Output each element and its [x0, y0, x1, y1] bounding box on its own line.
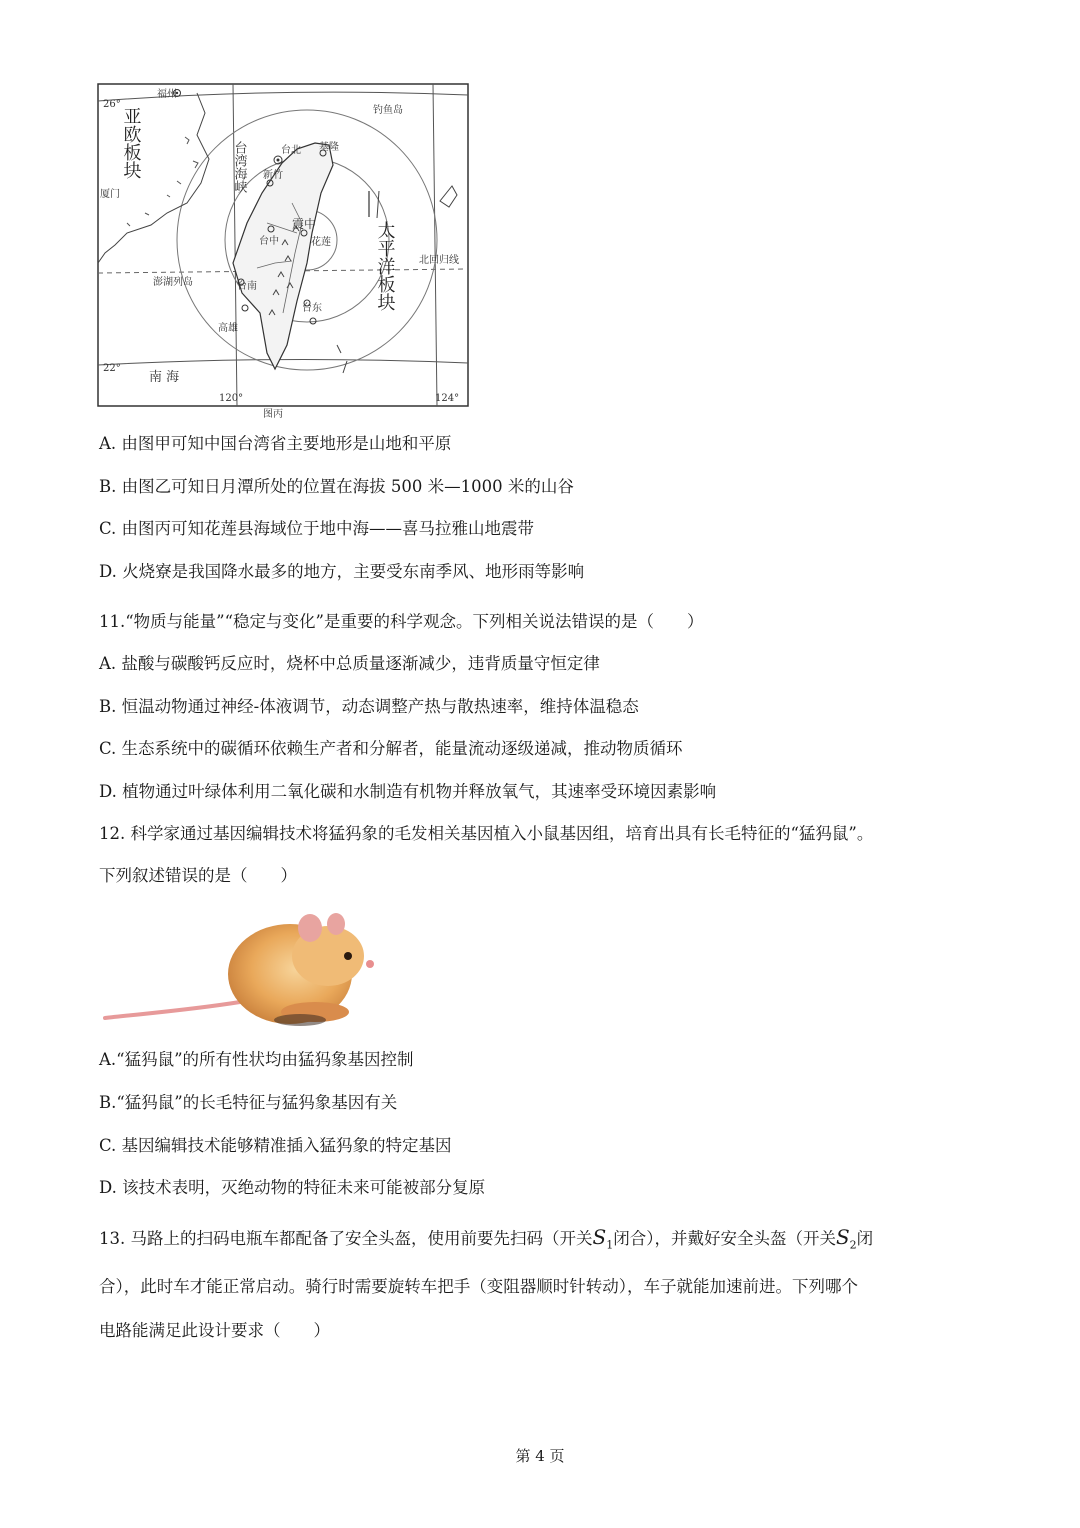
eurasian-plate-label: 亚欧板块: [120, 107, 142, 179]
q13-line1-part2: 闭合），并戴好安全头盔（开关: [613, 1229, 836, 1248]
q12-option-a: A.“猛犸鼠”的所有性状均由猛犸象基因控制: [99, 1050, 414, 1069]
map-label-taidong: 台东: [302, 303, 322, 314]
q10-option-c: C. 由图丙可知花莲县海域位于地中海——喜马拉雅山地震带: [99, 519, 535, 538]
longitude-left-label: 120°: [219, 393, 244, 404]
q10-option-a: A. 由图甲可知中国台湾省主要地形是山地和平原: [99, 434, 452, 453]
map-label-diaoyu: 钓鱼岛: [373, 105, 403, 116]
map-label-taibei: 台北: [281, 145, 301, 156]
map-label-tainan: 台南: [237, 281, 257, 292]
q13-line3: 电路能满足此设计要求（ ）: [99, 1321, 330, 1340]
strait-label: 台湾海峡: [231, 141, 247, 193]
q12-option-c: C. 基因编辑技术能够精准插入猛犸象的特定基因: [99, 1136, 452, 1155]
map-label-epicenter: 震中: [292, 217, 317, 231]
q12-stem-line1: 12. 科学家通过基因编辑技术将猛犸象的毛发相关基因植入小鼠基因组，培育出具有长毛特征的“猛犸鼠”。: [99, 824, 874, 843]
switch-s2-subscript: 2: [849, 1238, 857, 1252]
q11-option-a: A. 盐酸与碳酸钙反应时，烧杯中总质量逐渐减少，违背质量守恒定律: [99, 654, 600, 673]
q11-stem: 11.“物质与能量”“稳定与变化”是重要的科学观念。下列相关说法错误的是（ ）: [99, 612, 704, 631]
q13-line1-part3: 闭: [856, 1229, 874, 1248]
q11-option-d: D. 植物通过叶绿体利用二氧化碳和水制造有机物并释放氧气，其速率受环境因素影响: [99, 782, 717, 801]
map-label-gaoxiong: 高雄: [218, 323, 238, 334]
mammoth-mouse-image: [100, 898, 384, 1034]
map-label-xinzhu: 新竹: [263, 170, 283, 181]
q12-option-d: D. 该技术表明，灭绝动物的特征未来可能被部分复原: [99, 1178, 486, 1197]
map-label-taizhong: 台中: [259, 236, 279, 247]
switch-s1-subscript: 1: [606, 1238, 614, 1252]
map-label-jilong: 基隆: [319, 142, 339, 153]
q11-option-c: C. 生态系统中的碳循环依赖生产者和分解者，能量流动逐级递减，推动物质循环: [99, 739, 683, 758]
page-number: 第 4 页: [515, 1447, 565, 1465]
longitude-right-label: 124°: [435, 393, 460, 404]
q13-line1: [99, 1225, 873, 1257]
q10-option-d: D. 火烧寮是我国降水最多的地方，主要受东南季风、地形雨等影响: [99, 562, 585, 581]
q12-stem-line2: 下列叙述错误的是（ ）: [99, 866, 297, 885]
taiwan-plate-map: [97, 83, 469, 420]
south-sea-label: 南 海: [149, 370, 180, 385]
map-label-fuzhou: 福州: [157, 89, 177, 100]
map-label-hualian: 花莲: [311, 237, 331, 248]
pacific-plate-label: 太平洋板块: [374, 221, 396, 311]
q13-line2: 合），此时车才能正常启动。骑行时需要旋转车把手（变阻器顺时针转动），车子就能加速前进。下列哪个: [99, 1277, 858, 1296]
map-label-penghu: 澎湖列岛: [153, 277, 193, 288]
q11-option-b: B. 恒温动物通过神经-体液调节，动态调整产热与散热速率，维持体温稳态: [99, 697, 639, 716]
q10-option-b: B. 由图乙可知日月潭所处的位置在海拔 500 米—1000 米的山谷: [99, 477, 574, 496]
q13-line1-part1: 13. 马路上的扫码电瓶车都配备了安全头盔，使用前要先扫码（开关: [99, 1229, 593, 1248]
switch-s1-symbol: S: [592, 1225, 607, 1249]
q12-option-b: B.“猛犸鼠”的长毛特征与猛犸象基因有关: [99, 1093, 398, 1112]
tropic-label: 北回归线: [419, 255, 459, 266]
switch-s2-symbol: S: [835, 1225, 850, 1249]
latitude-bottom-label: 22°: [103, 363, 121, 374]
map-caption: 图丙: [263, 409, 283, 420]
map-label-xiamen: 厦门: [100, 189, 120, 200]
latitude-top-label: 26°: [103, 99, 121, 110]
